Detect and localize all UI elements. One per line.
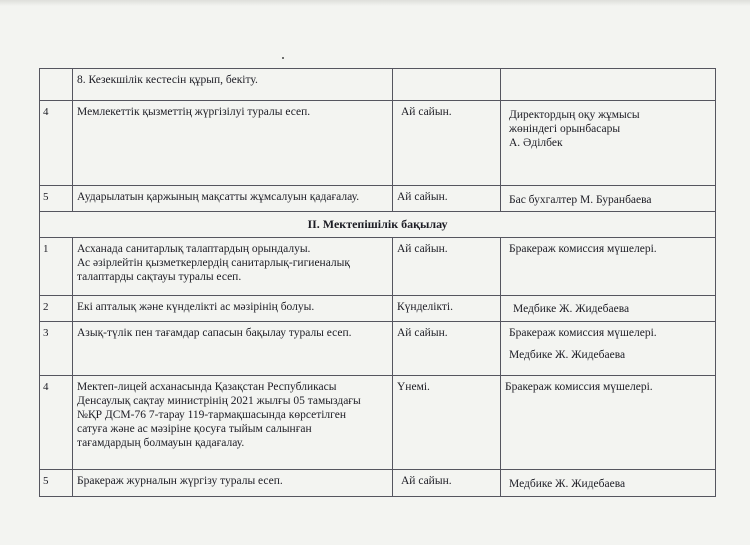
task-line: Ас әзірлейтін қызметкерлердің санитарлық-гигиеналық (77, 257, 350, 269)
task-line: талаптарды сақтауы туралы есеп. (77, 271, 242, 283)
row-task (73, 69, 393, 101)
table-row (40, 376, 716, 470)
task-line: Азық-түлік пен тағамдар сапасын бақылау туралы есеп. (77, 327, 352, 339)
task-line: тағамдардың болмауын қадағалау. (77, 437, 245, 449)
section-title: II. Мектепішілік бақылау (40, 212, 716, 238)
row-responsible (501, 186, 716, 212)
responsible-line: А. Әділбек (509, 137, 563, 149)
line-gap (509, 340, 711, 348)
task-line: сатуға және ас мәзіріне қосуға тыйым салынған (77, 423, 312, 435)
row-number: 5 (40, 186, 73, 212)
row-task (73, 470, 393, 497)
row-task (73, 322, 393, 376)
task-line: Мектеп-лицей асханасында Қазақстан Республикасы (77, 381, 337, 393)
table-row (40, 238, 716, 296)
task-line: Мемлекеттік қызметтің жүргізілуі туралы есеп. (77, 106, 311, 118)
row-number (40, 69, 73, 101)
row-period: Ай сайын. (393, 101, 501, 186)
task-line: Денсаулық сақтау министрінің 2021 жылғы 05 тамыздағы (77, 395, 361, 407)
table-row (40, 186, 716, 212)
row-responsible (501, 322, 716, 376)
row-responsible (501, 296, 716, 322)
task-line: 8. Кезекшілік кестесін құрып, бекіту. (77, 74, 258, 86)
row-period: Күнделікті. (393, 296, 501, 322)
row-number: 1 (40, 238, 73, 296)
row-task (73, 186, 393, 212)
row-period (393, 69, 501, 101)
row-number: 5 (40, 470, 73, 497)
table-row (40, 69, 716, 101)
row-number: 3 (40, 322, 73, 376)
task-line: Екі апталық және күнделікті ас мәзірінің болуы. (77, 301, 315, 313)
task-line: Асханада санитарлық талаптардың орындалуы. (77, 243, 311, 255)
row-responsible (501, 101, 716, 186)
responsible-line: Медбике Ж. Жидебаева (509, 349, 626, 361)
row-responsible (501, 376, 716, 470)
row-number: 4 (40, 376, 73, 470)
responsible-line: Бас бухгалтер М. Буранбаева (509, 194, 652, 206)
scan-edge (0, 0, 750, 6)
row-period: Ай сайын. (393, 186, 501, 212)
plan-table (39, 68, 716, 497)
table-row (40, 296, 716, 322)
task-line: Бракераж журналын жүргізу туралы есеп. (77, 475, 283, 487)
responsible-line: Бракераж комиссия мүшелері. (509, 327, 657, 339)
row-number: 4 (40, 101, 73, 186)
responsible-line: Медбике Ж. Жидебаева (513, 303, 630, 315)
row-task (73, 376, 393, 470)
task-line: Аударылатын қаржының мақсатты жұмсалуын қадағалау. (77, 191, 360, 203)
responsible-line: Бракераж комиссия мүшелері. (509, 243, 657, 255)
responsible-line: жөніндегі орынбасары (509, 123, 621, 135)
row-task (73, 296, 393, 322)
row-task (73, 238, 393, 296)
responsible-line: Медбике Ж. Жидебаева (509, 478, 626, 490)
row-period: Ай сайын. (393, 470, 501, 497)
responsible-line: Бракераж комиссия мүшелері. (505, 381, 653, 393)
table-row (40, 101, 716, 186)
table-row (40, 322, 716, 376)
row-period: Ай сайын. (393, 322, 501, 376)
responsible-line: Директордың оқу жұмысы (509, 109, 640, 121)
row-period: Ай сайын. (393, 238, 501, 296)
row-number: 2 (40, 296, 73, 322)
table-row (40, 470, 716, 497)
row-period: Үнемі. (393, 376, 501, 470)
task-line: №ҚР ДСМ-76 7-тарау 119-тармақшасында көрсетілген (77, 409, 346, 421)
section-row (40, 212, 716, 238)
row-responsible (501, 238, 716, 296)
row-responsible (501, 69, 716, 101)
row-responsible (501, 470, 716, 497)
row-task (73, 101, 393, 186)
scan-speck (282, 57, 284, 59)
